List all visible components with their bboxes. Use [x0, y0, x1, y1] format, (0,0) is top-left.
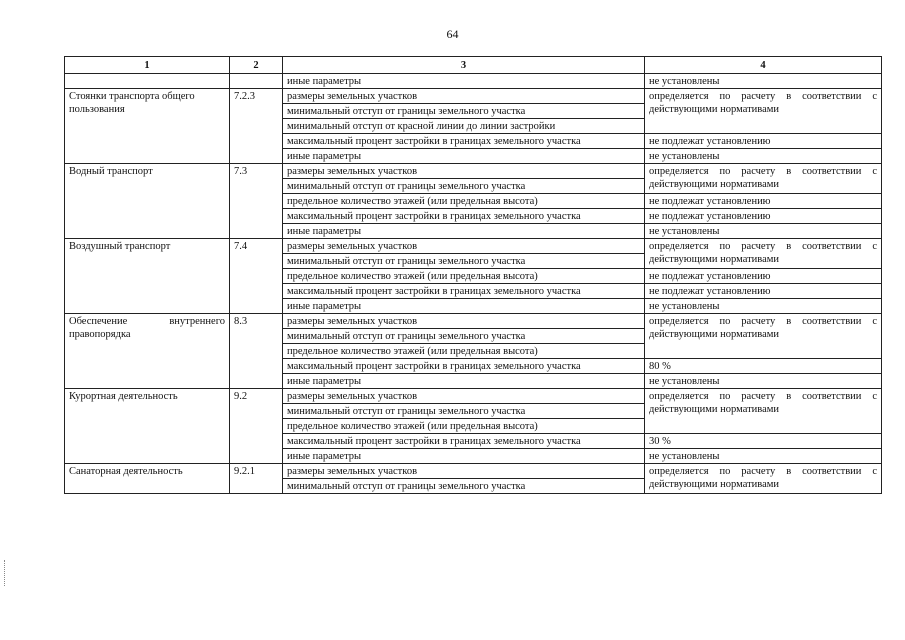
parameter-cell: размеры земельных участков [283, 239, 645, 254]
parameter-cell: предельное количество этажей (или предельная высота) [283, 269, 645, 284]
value-cell: не установлены [645, 449, 882, 464]
activity-name: Стоянки транспорта общего пользования [65, 89, 230, 164]
parameter-cell: иные параметры [283, 224, 645, 239]
parameter-cell: минимальный отступ от границы земельного участка [283, 179, 645, 194]
value-cell: не установлены [645, 224, 882, 239]
parameter-cell: предельное количество этажей (или предельная высота) [283, 344, 645, 359]
parameter-cell: максимальный процент застройки в границах земельного участка [283, 359, 645, 374]
activity-code: 9.2 [230, 389, 283, 464]
value-cell: определяется по расчету в соответствии с действующими нормативами [645, 314, 882, 359]
header-col-2: 2 [230, 57, 283, 74]
value-cell: не подлежат установлению [645, 284, 882, 299]
header-col-4: 4 [645, 57, 882, 74]
value-cell: не установлены [645, 149, 882, 164]
value-cell: определяется по расчету в соответствии с действующими нормативами [645, 164, 882, 194]
parameter-cell: максимальный процент застройки в границах земельного участка [283, 284, 645, 299]
value-cell: не подлежат установлению [645, 209, 882, 224]
parameter-cell: размеры земельных участков [283, 314, 645, 329]
value-cell: 80 % [645, 359, 882, 374]
parameter-cell: размеры земельных участков [283, 164, 645, 179]
value-cell: не подлежат установлению [645, 134, 882, 149]
parameter-cell: минимальный отступ от границы земельного участка [283, 104, 645, 119]
table-row [65, 239, 882, 254]
land-use-parameters-table [64, 56, 882, 494]
parameter-cell: минимальный отступ от границы земельного участка [283, 479, 645, 494]
activity-name: Воздушный транспорт [65, 239, 230, 314]
value-cell: не подлежат установлению [645, 269, 882, 284]
activity-code: 9.2.1 [230, 464, 283, 494]
header-col-1: 1 [65, 57, 230, 74]
empty-cell [65, 74, 230, 89]
parameter-cell: минимальный отступ от границы земельного участка [283, 254, 645, 269]
parameter-cell: предельное количество этажей (или предельная высота) [283, 419, 645, 434]
table-row [65, 89, 882, 104]
header-row [65, 57, 882, 74]
value-cell: не установлены [645, 299, 882, 314]
table-row [65, 314, 882, 329]
value-cell: определяется по расчету в соответствии с действующими нормативами [645, 464, 882, 494]
activity-code: 8.3 [230, 314, 283, 389]
table-row [65, 389, 882, 404]
value-cell: не установлены [645, 374, 882, 389]
value-cell: не установлены [645, 74, 882, 89]
parameter-cell: максимальный процент застройки в границах земельного участка [283, 134, 645, 149]
parameter-cell: минимальный отступ от границы земельного участка [283, 404, 645, 419]
activity-name: Санаторная деятельность [65, 464, 230, 494]
activity-code: 7.4 [230, 239, 283, 314]
value-cell: 30 % [645, 434, 882, 449]
parameter-cell: размеры земельных участков [283, 464, 645, 479]
empty-cell [230, 74, 283, 89]
activity-code: 7.3 [230, 164, 283, 239]
parameter-cell: иные параметры [283, 149, 645, 164]
parameter-cell: размеры земельных участков [283, 89, 645, 104]
activity-name: Обеспечение внутреннего правопорядка [65, 314, 230, 389]
parameter-cell: минимальный отступ от границы земельного участка [283, 329, 645, 344]
parameter-cell: минимальный отступ от красной линии до линии застройки [283, 119, 645, 134]
parameter-cell: иные параметры [283, 299, 645, 314]
scan-margin-mark [4, 560, 7, 586]
value-cell: не подлежат установлению [645, 194, 882, 209]
activity-name: Курортная деятельность [65, 389, 230, 464]
header-col-3: 3 [283, 57, 645, 74]
parameter-cell: иные параметры [283, 449, 645, 464]
parameter-cell: иные параметры [283, 374, 645, 389]
activity-code: 7.2.3 [230, 89, 283, 164]
table-row [65, 464, 882, 479]
value-cell: определяется по расчету в соответствии с действующими нормативами [645, 89, 882, 134]
activity-name: Водный транспорт [65, 164, 230, 239]
value-cell: определяется по расчету в соответствии с действующими нормативами [645, 239, 882, 269]
parameter-cell: максимальный процент застройки в границах земельного участка [283, 209, 645, 224]
table-row [65, 164, 882, 179]
value-cell: определяется по расчету в соответствии с действующими нормативами [645, 389, 882, 434]
parameter-cell: размеры земельных участков [283, 389, 645, 404]
table-row [65, 74, 882, 89]
parameter-cell: иные параметры [283, 74, 645, 89]
parameter-cell: максимальный процент застройки в границах земельного участка [283, 434, 645, 449]
parameter-cell: предельное количество этажей (или предельная высота) [283, 194, 645, 209]
page-number: 64 [446, 27, 459, 41]
